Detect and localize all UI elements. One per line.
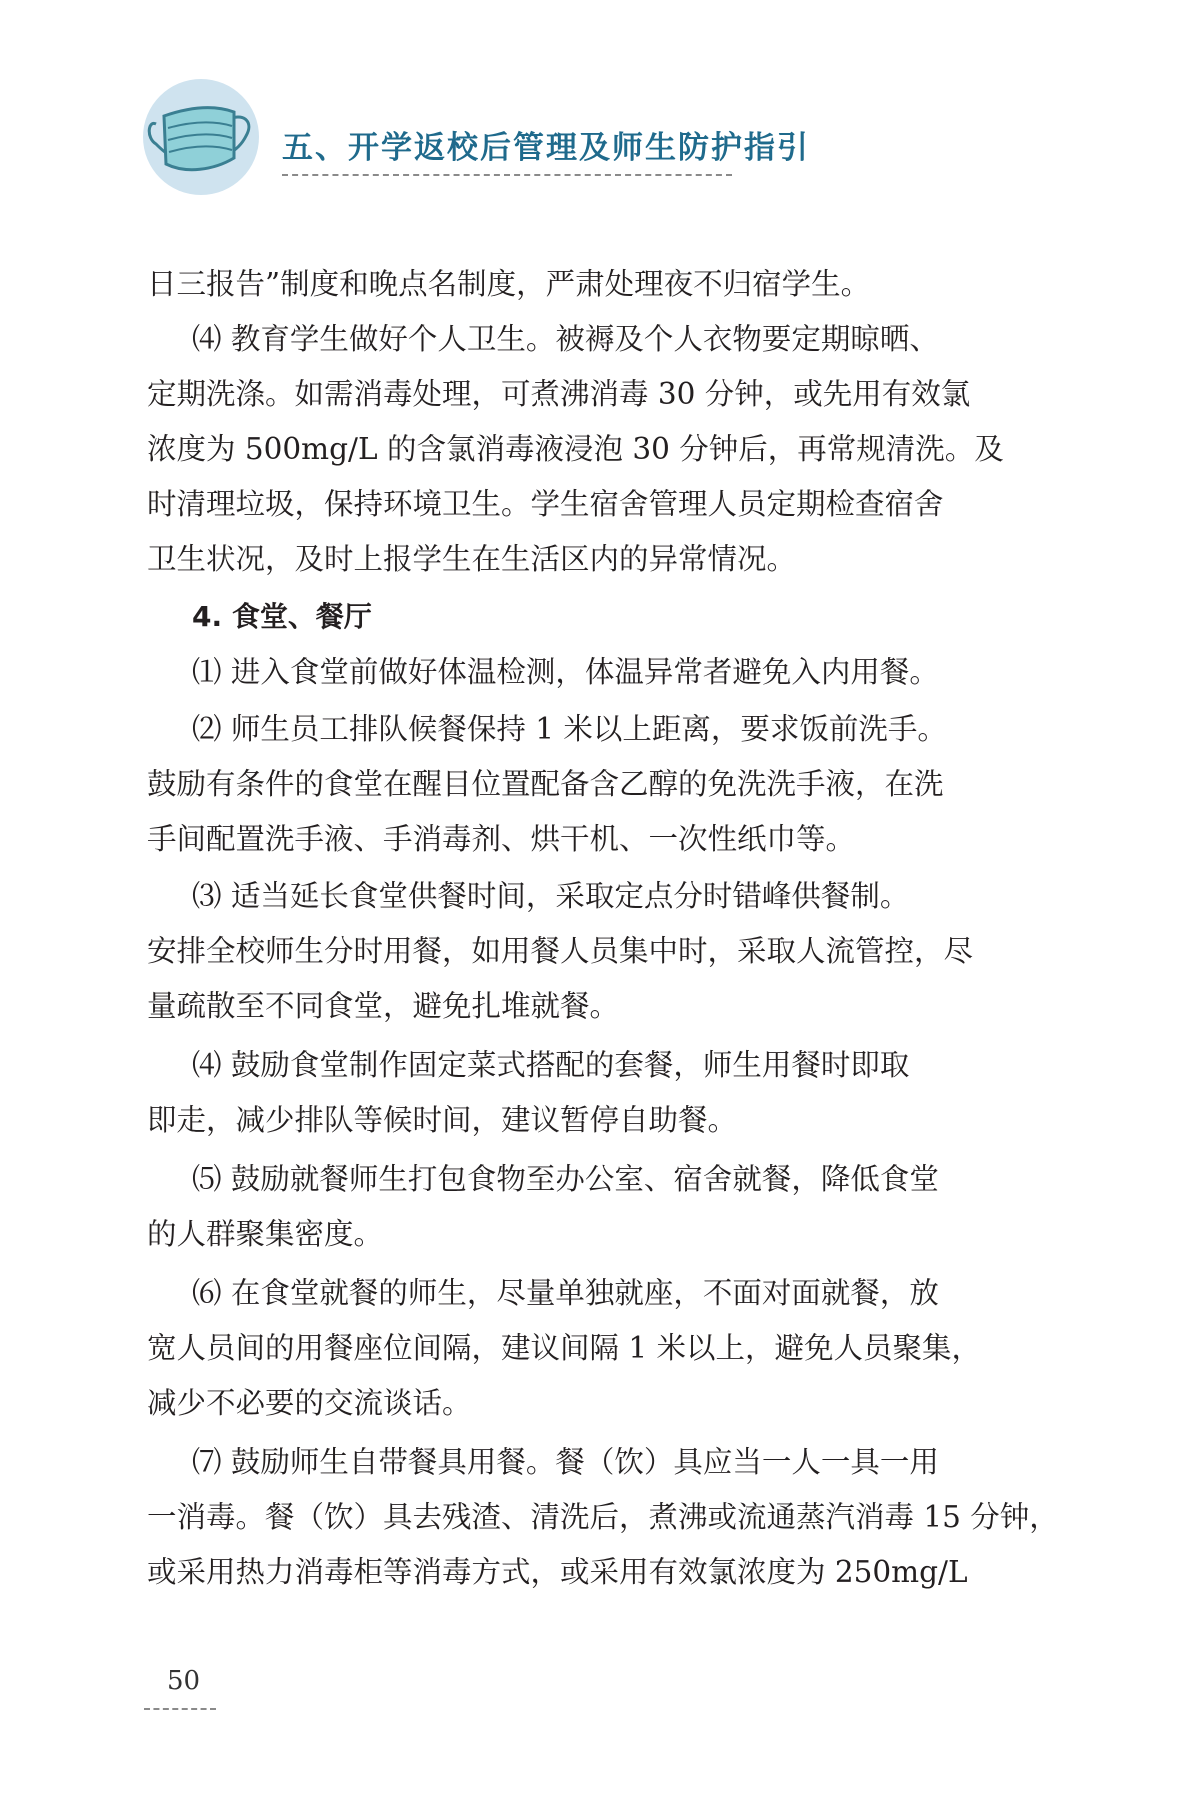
text-line: 的人群聚集密度。 bbox=[147, 1217, 384, 1251]
text-line: 定期洗涤。如需消毒处理，可煮沸消毒 30 分钟，或先用有效氯 bbox=[147, 377, 971, 411]
text-line: 日三报告”制度和晚点名制度，严肃处理夜不归宿学生。 bbox=[147, 267, 871, 301]
text-line: 宽人员间的用餐座位间隔，建议间隔 1 米以上，避免人员聚集， bbox=[147, 1331, 982, 1365]
text-line: 减少不必要的交流谈话。 bbox=[147, 1386, 472, 1420]
text-line: ⑹ 在食堂就餐的师生，尽量单独就座，不面对面就餐，放 bbox=[192, 1276, 939, 1310]
text-line: ⑷ 教育学生做好个人卫生。被褥及个人衣物要定期晾晒、 bbox=[192, 322, 939, 356]
footer-divider bbox=[144, 1708, 216, 1710]
text-line: 鼓励有条件的食堂在醒目位置配备含乙醇的免洗洗手液，在洗 bbox=[147, 767, 944, 801]
text-line: 即走，减少排队等候时间，建议暂停自助餐。 bbox=[147, 1103, 738, 1137]
text-line: ⑵ 师生员工排队候餐保持 1 米以上距离，要求饭前洗手。 bbox=[192, 712, 947, 746]
page-header bbox=[142, 78, 810, 198]
face-mask-icon bbox=[142, 78, 260, 196]
text-line: 浓度为 500mg/L 的含氯消毒液浸泡 30 分钟后，再常规清洗。及 bbox=[147, 432, 1004, 466]
text-line: 时清理垃圾，保持环境卫生。学生宿舍管理人员定期检查宿舍 bbox=[147, 487, 944, 521]
text-line: 卫生状况，及时上报学生在生活区内的异常情况。 bbox=[147, 542, 797, 576]
chapter-title: 五、开学返校后管理及师生防护指引 bbox=[282, 130, 810, 166]
text-line: ⑸ 鼓励就餐师生打包食物至办公室、宿舍就餐，降低食堂 bbox=[192, 1162, 939, 1196]
text-line: 安排全校师生分时用餐，如用餐人员集中时，采取人流管控，尽 bbox=[147, 934, 974, 968]
text-line: ⑴ 进入食堂前做好体温检测，体温异常者避免入内用餐。 bbox=[192, 655, 939, 689]
text-line: 一消毒。餐（饮）具去残渣、清洗后，煮沸或流通蒸汽消毒 15 分钟， bbox=[147, 1500, 1059, 1534]
header-divider bbox=[282, 174, 732, 176]
text-line: ⑷ 鼓励食堂制作固定菜式搭配的套餐，师生用餐时即取 bbox=[192, 1048, 910, 1082]
text-line: 量疏散至不同食堂，避免扎堆就餐。 bbox=[147, 989, 620, 1023]
section-heading: 4. 食堂、餐厅 bbox=[192, 600, 372, 633]
text-line: ⑶ 适当延长食堂供餐时间，采取定点分时错峰供餐制。 bbox=[192, 879, 910, 913]
page-number: 50 bbox=[167, 1666, 201, 1696]
text-line: 或采用热力消毒柜等消毒方式，或采用有效氯浓度为 250mg/L bbox=[147, 1555, 968, 1589]
text-line: 手间配置洗手液、手消毒剂、烘干机、一次性纸巾等。 bbox=[147, 822, 856, 856]
text-line: ⑺ 鼓励师生自带餐具用餐。餐（饮）具应当一人一具一用 bbox=[192, 1445, 939, 1479]
